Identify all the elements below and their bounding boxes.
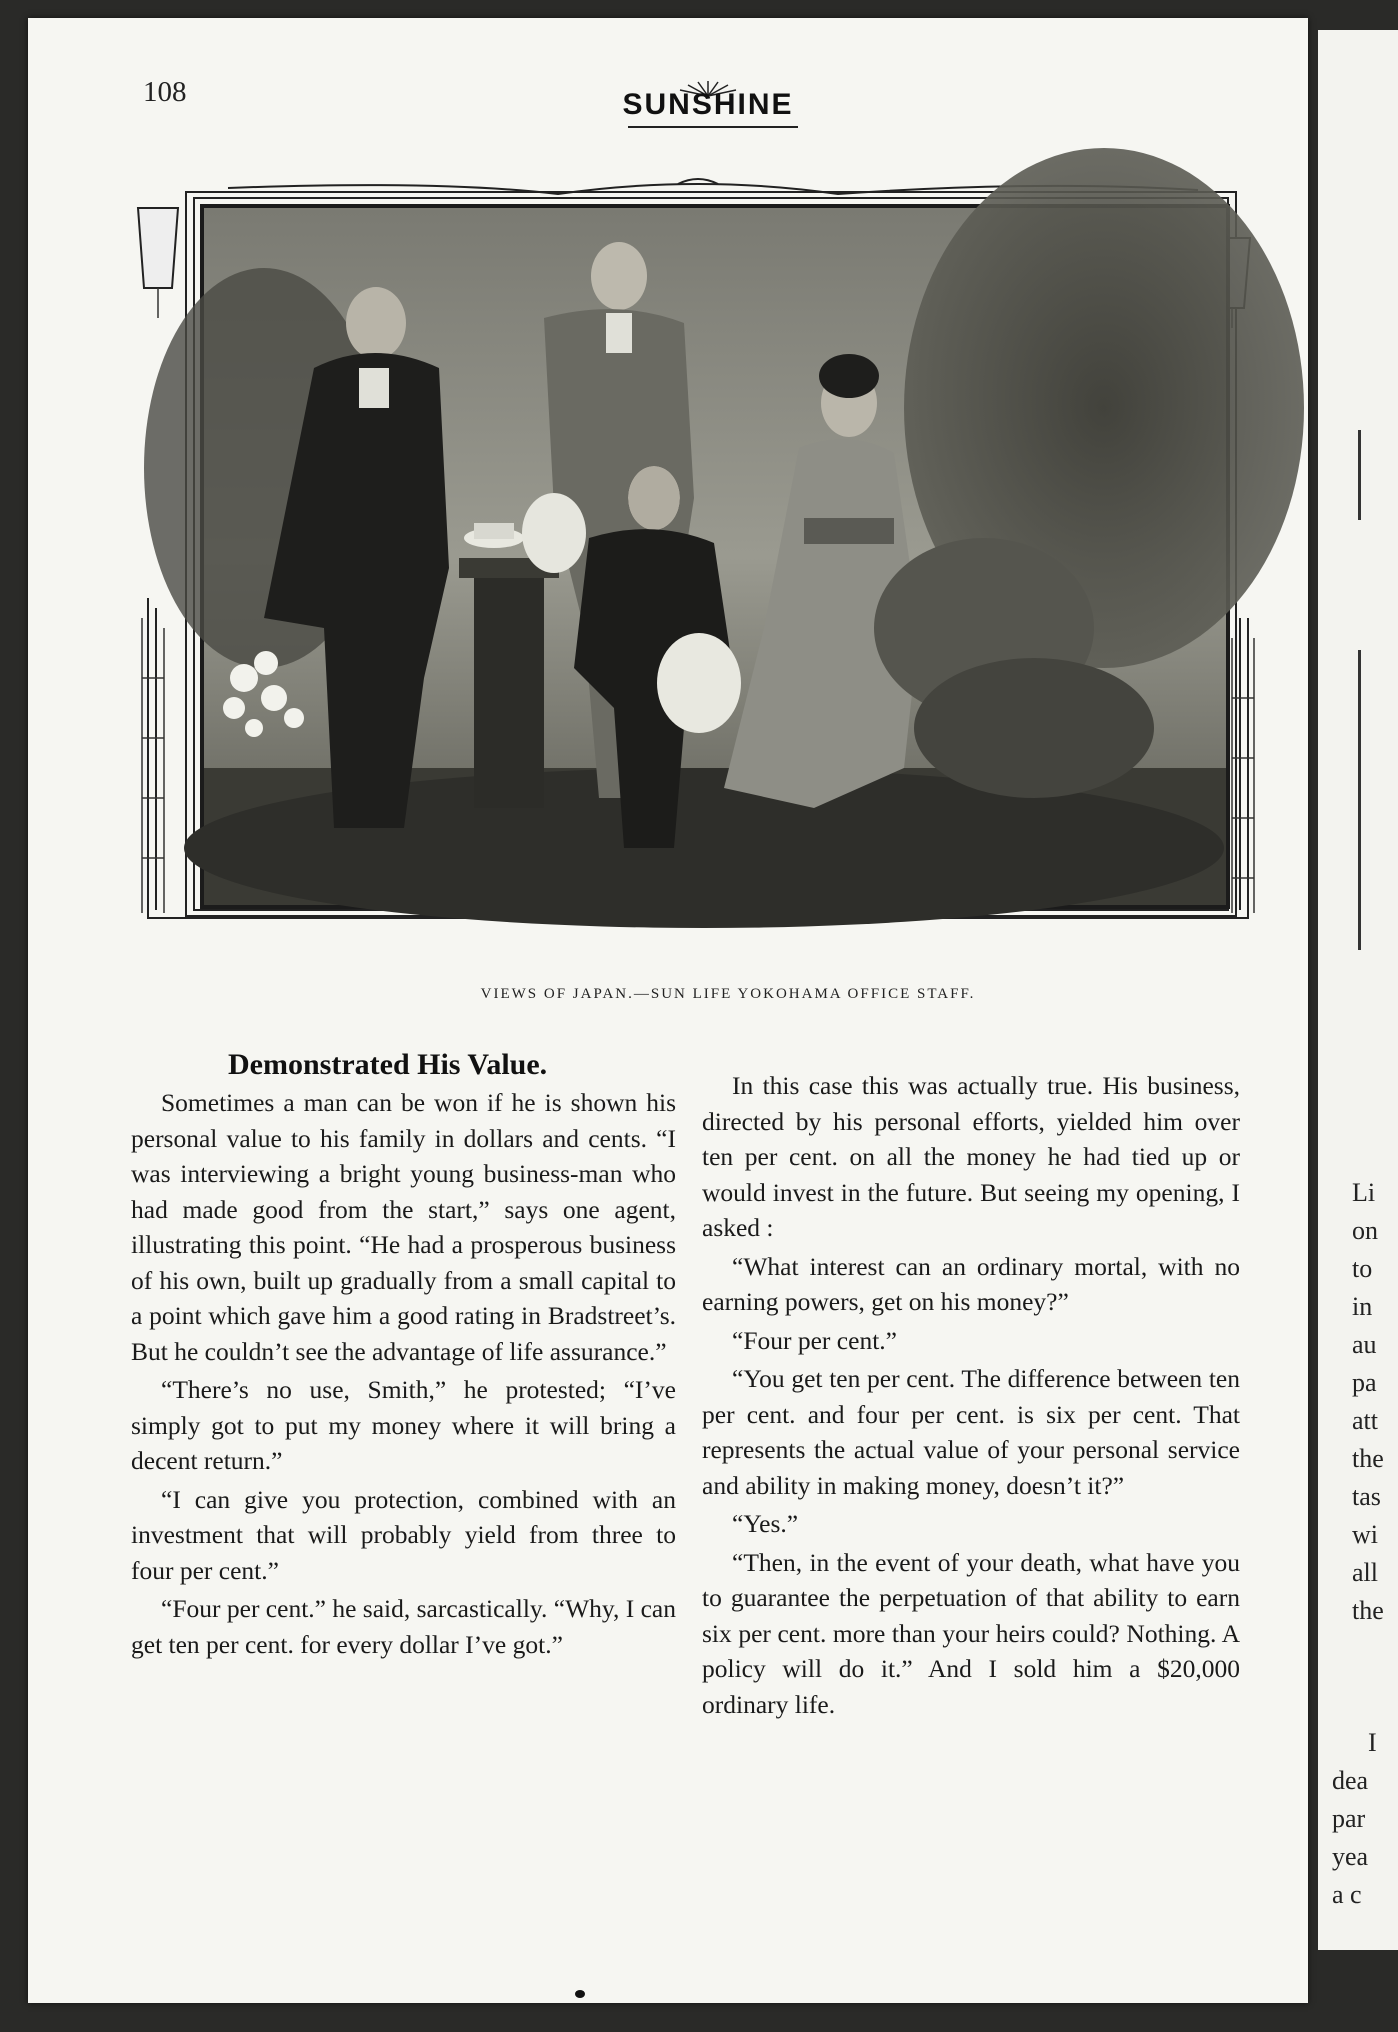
text-fragment: a c	[1332, 1880, 1362, 1909]
text-fragment: in	[1352, 1292, 1373, 1321]
text-fragment: the	[1352, 1596, 1384, 1625]
paragraph: “I can give you protection, combined with an investment that will probably yield from three to four per cent.”	[131, 1484, 676, 1585]
magazine-page	[28, 18, 1308, 2003]
scan-mark	[575, 1990, 585, 1998]
adjacent-page-edge	[1318, 30, 1398, 1950]
text-fragment: wi	[1352, 1520, 1378, 1549]
text-fragment: dea	[1332, 1766, 1369, 1795]
photo-frame	[138, 178, 1258, 928]
right-column	[702, 1068, 1240, 1725]
paragraph: Sometimes a man can be won if he is shown his personal value to his family in dollars and cents. “I was interviewing a bright young business-man who had made good from the start,” says one agent, illustrating this point. “He had a prosperous business of his own, built up gradually from a small capital to a point which gave him a good rating in Bradstreet’s. But he couldn’t see the advantage of life assurance.”	[131, 1088, 676, 1366]
paragraph: In this case this was actually true. His business, directed by his personal efforts, yielded him over ten per cent. on all the money he had tied up or would invest in the future. But seeing my opening, I asked :	[702, 1071, 1240, 1242]
ornament-line	[1358, 650, 1391, 950]
paragraph: “Yes.”	[732, 1509, 799, 1538]
paragraph: “Four per cent.”	[732, 1325, 897, 1355]
paragraph: “You get ten per cent. The difference between ten per cent. and four per cent. is six per cent. That represents the actual value of your personal service and ability in making money, doesn’t it?”	[702, 1364, 1240, 1500]
text-fragment: on	[1352, 1216, 1378, 1245]
masthead-rule	[628, 126, 798, 128]
paragraph: “What interest can an ordinary mortal, with no earning powers, get on his money?”	[702, 1251, 1240, 1316]
paragraph: “Then, in the event of your death, what have you to guarantee the perpetuation of that ability to earn six per cent. more than your heirs could? Nothing. A policy will do it.” And I sold him a $20,000 ordinary life.	[702, 1547, 1240, 1719]
masthead-title: SUNSHINE	[622, 88, 794, 121]
article-heading: Demonstrated His Value.	[228, 1048, 548, 1081]
text-fragment: I	[1368, 1728, 1377, 1757]
paragraph: “Four per cent.” he said, sarcastically. “Why, I can get ten per cent. for every dollar I’ve got.”	[131, 1594, 676, 1659]
text-fragment: yea	[1332, 1842, 1369, 1871]
text-fragment: pa	[1352, 1368, 1377, 1397]
paragraph: “There’s no use, Smith,” he protested; “I’ve simply got to put my money where it will bring a decent return.”	[131, 1375, 676, 1475]
group-photograph	[200, 204, 1230, 909]
text-fragment: par	[1332, 1804, 1366, 1833]
left-column	[131, 1085, 676, 1665]
text-fragment: the	[1352, 1444, 1384, 1473]
photo-scene	[204, 208, 1226, 905]
text-fragment: to	[1352, 1254, 1373, 1283]
text-fragment: Li	[1352, 1178, 1376, 1207]
text-fragment: tas	[1352, 1482, 1381, 1511]
ornament-line	[1358, 430, 1391, 520]
text-fragment: au	[1352, 1330, 1377, 1359]
page-number: 108	[143, 76, 187, 108]
photo-caption: VIEWS OF JAPAN.—SUN LIFE YOKOHAMA OFFICE STAFF.	[480, 986, 976, 1002]
text-fragment: all	[1352, 1558, 1378, 1587]
text-fragment: att	[1352, 1406, 1378, 1435]
